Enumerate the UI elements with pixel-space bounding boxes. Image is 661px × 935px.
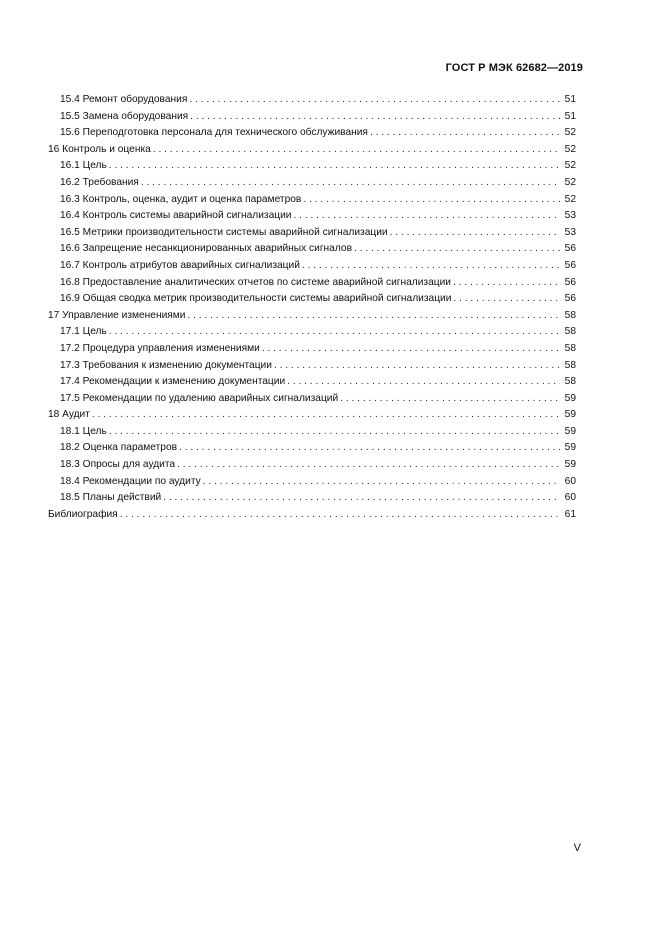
document-header: ГОСТ Р МЭК 62682—2019 (445, 62, 583, 74)
toc-entry-title: 16.8 Предоставление аналитических отчетов по системе аварийной сигнализации (60, 276, 451, 288)
toc-entry-title: 15.4 Ремонт оборудования (60, 94, 188, 105)
toc-entry-title: 16.3 Контроль, оценка, аудит и оценка параметров (60, 193, 302, 205)
toc-entry[interactable] (48, 324, 576, 341)
toc-leader-dots (262, 341, 560, 358)
toc-entry-page: 59 (564, 425, 576, 437)
toc-entry-page: 59 (564, 459, 576, 471)
toc-leader-dots (153, 142, 560, 159)
toc-leader-dots (293, 208, 560, 225)
toc-leader-dots (109, 158, 560, 175)
toc-entry-page: 58 (564, 376, 576, 388)
toc-leader-dots (354, 241, 560, 258)
toc-entry[interactable] (48, 258, 576, 275)
toc-leader-dots (179, 440, 560, 457)
toc-leader-dots (109, 324, 560, 341)
toc-leader-dots (453, 275, 560, 292)
toc-entry-page: 56 (564, 276, 576, 288)
toc-entry-page: 59 (564, 442, 576, 454)
toc-entry[interactable] (48, 275, 576, 292)
toc-entry-title: 16.7 Контроль атрибутов аварийных сигнализаций (60, 259, 300, 271)
toc-entry[interactable] (48, 507, 576, 524)
toc-entry-page: 56 (564, 259, 576, 271)
toc-leader-dots (287, 374, 560, 391)
toc-leader-dots (340, 391, 560, 408)
toc-entry-title: 17.4 Рекомендации к изменению документации (60, 376, 286, 388)
toc-leader-dots (189, 92, 560, 109)
toc-leader-dots (370, 125, 560, 142)
toc-entry[interactable] (48, 490, 576, 507)
toc-entry[interactable] (48, 125, 576, 142)
toc-entry[interactable] (48, 192, 576, 209)
toc-entry-page: 59 (564, 409, 576, 421)
toc-entry[interactable] (48, 457, 576, 474)
toc-leader-dots (163, 490, 560, 507)
toc-entry-page: 51 (564, 94, 576, 105)
toc-entry-title: 16.1 Цель (60, 160, 107, 172)
toc-leader-dots (274, 358, 560, 375)
toc-leader-dots (120, 507, 560, 524)
toc-leader-dots (177, 457, 560, 474)
toc-entry-title: Библиография (48, 508, 118, 520)
toc-entry-page: 60 (564, 475, 576, 487)
table-of-contents (48, 92, 576, 523)
toc-leader-dots (190, 109, 560, 126)
toc-entry-page: 52 (564, 127, 576, 139)
toc-entry-page: 53 (564, 210, 576, 222)
toc-entry-page: 58 (564, 309, 576, 321)
toc-entry[interactable] (48, 109, 576, 126)
toc-entry-title: 18.3 Опросы для аудита (60, 459, 176, 471)
toc-entry-page: 56 (564, 293, 576, 305)
toc-leader-dots (390, 225, 560, 242)
toc-entry[interactable] (48, 474, 576, 491)
toc-leader-dots (92, 407, 560, 424)
toc-entry-title: 17.3 Требования к изменению документации (60, 359, 272, 371)
toc-entry[interactable] (48, 374, 576, 391)
toc-entry[interactable] (48, 92, 576, 109)
toc-entry-page: 52 (564, 176, 576, 188)
toc-entry-title: 17.5 Рекомендации по удалению аварийных сигнализаций (60, 392, 339, 404)
toc-entry-page: 52 (564, 160, 576, 172)
toc-entry[interactable] (48, 341, 576, 358)
toc-entry-page: 58 (564, 342, 576, 354)
toc-entry-title: 16.6 Запрещение несанкционированных аварийных сигналов (60, 243, 352, 255)
toc-entry-title: 17 Управление изменениями (48, 309, 186, 321)
toc-leader-dots (141, 175, 560, 192)
toc-entry-title: 16.2 Требования (60, 176, 139, 188)
toc-entry[interactable] (48, 358, 576, 375)
toc-entry[interactable] (48, 424, 576, 441)
toc-entry-title: 18 Аудит (48, 409, 90, 421)
toc-entry[interactable] (48, 241, 576, 258)
toc-entry-title: 16.5 Метрики производительности системы аварийной сигнализации (60, 226, 388, 238)
toc-leader-dots (453, 291, 560, 308)
toc-entry-title: 18.5 Планы действий (60, 492, 162, 504)
toc-entry[interactable] (48, 208, 576, 225)
toc-entry[interactable] (48, 391, 576, 408)
toc-entry-page: 51 (564, 110, 576, 122)
toc-entry[interactable] (48, 158, 576, 175)
toc-entry-title: 18.1 Цель (60, 425, 107, 437)
toc-leader-dots (187, 308, 560, 325)
toc-entry[interactable] (48, 308, 576, 325)
toc-entry-page: 56 (564, 243, 576, 255)
toc-entry[interactable] (48, 407, 576, 424)
toc-entry-title: 16.9 Общая сводка метрик производительности системы аварийной сигнализации (60, 293, 452, 305)
toc-entry-page: 61 (564, 508, 576, 520)
toc-entry[interactable] (48, 225, 576, 242)
toc-entry[interactable] (48, 142, 576, 159)
toc-entry-page: 52 (564, 143, 576, 155)
toc-entry[interactable] (48, 440, 576, 457)
toc-entry-page: 58 (564, 326, 576, 338)
toc-leader-dots (302, 258, 560, 275)
toc-entry-page: 60 (564, 492, 576, 504)
toc-entry-title: 17.1 Цель (60, 326, 107, 338)
toc-entry-title: 16.4 Контроль системы аварийной сигнализации (60, 210, 292, 222)
toc-leader-dots (303, 192, 560, 209)
toc-entry-title: 18.4 Рекомендации по аудиту (60, 475, 201, 487)
toc-entry-page: 59 (564, 392, 576, 404)
toc-entry-title: 16 Контроль и оценка (48, 143, 151, 155)
toc-leader-dots (203, 474, 560, 491)
toc-entry-title: 17.2 Процедура управления изменениями (60, 342, 260, 354)
toc-entry[interactable] (48, 291, 576, 308)
toc-entry-title: 15.6 Переподготовка персонала для технического обслуживания (60, 127, 368, 139)
toc-entry-title: 15.5 Замена оборудования (60, 110, 189, 122)
toc-entry[interactable] (48, 175, 576, 192)
toc-entry-page: 58 (564, 359, 576, 371)
toc-entry-page: 53 (564, 226, 576, 238)
page-number: V (573, 842, 581, 854)
toc-entry-title: 18.2 Оценка параметров (60, 442, 178, 454)
toc-entry-page: 52 (564, 193, 576, 205)
toc-leader-dots (109, 424, 560, 441)
